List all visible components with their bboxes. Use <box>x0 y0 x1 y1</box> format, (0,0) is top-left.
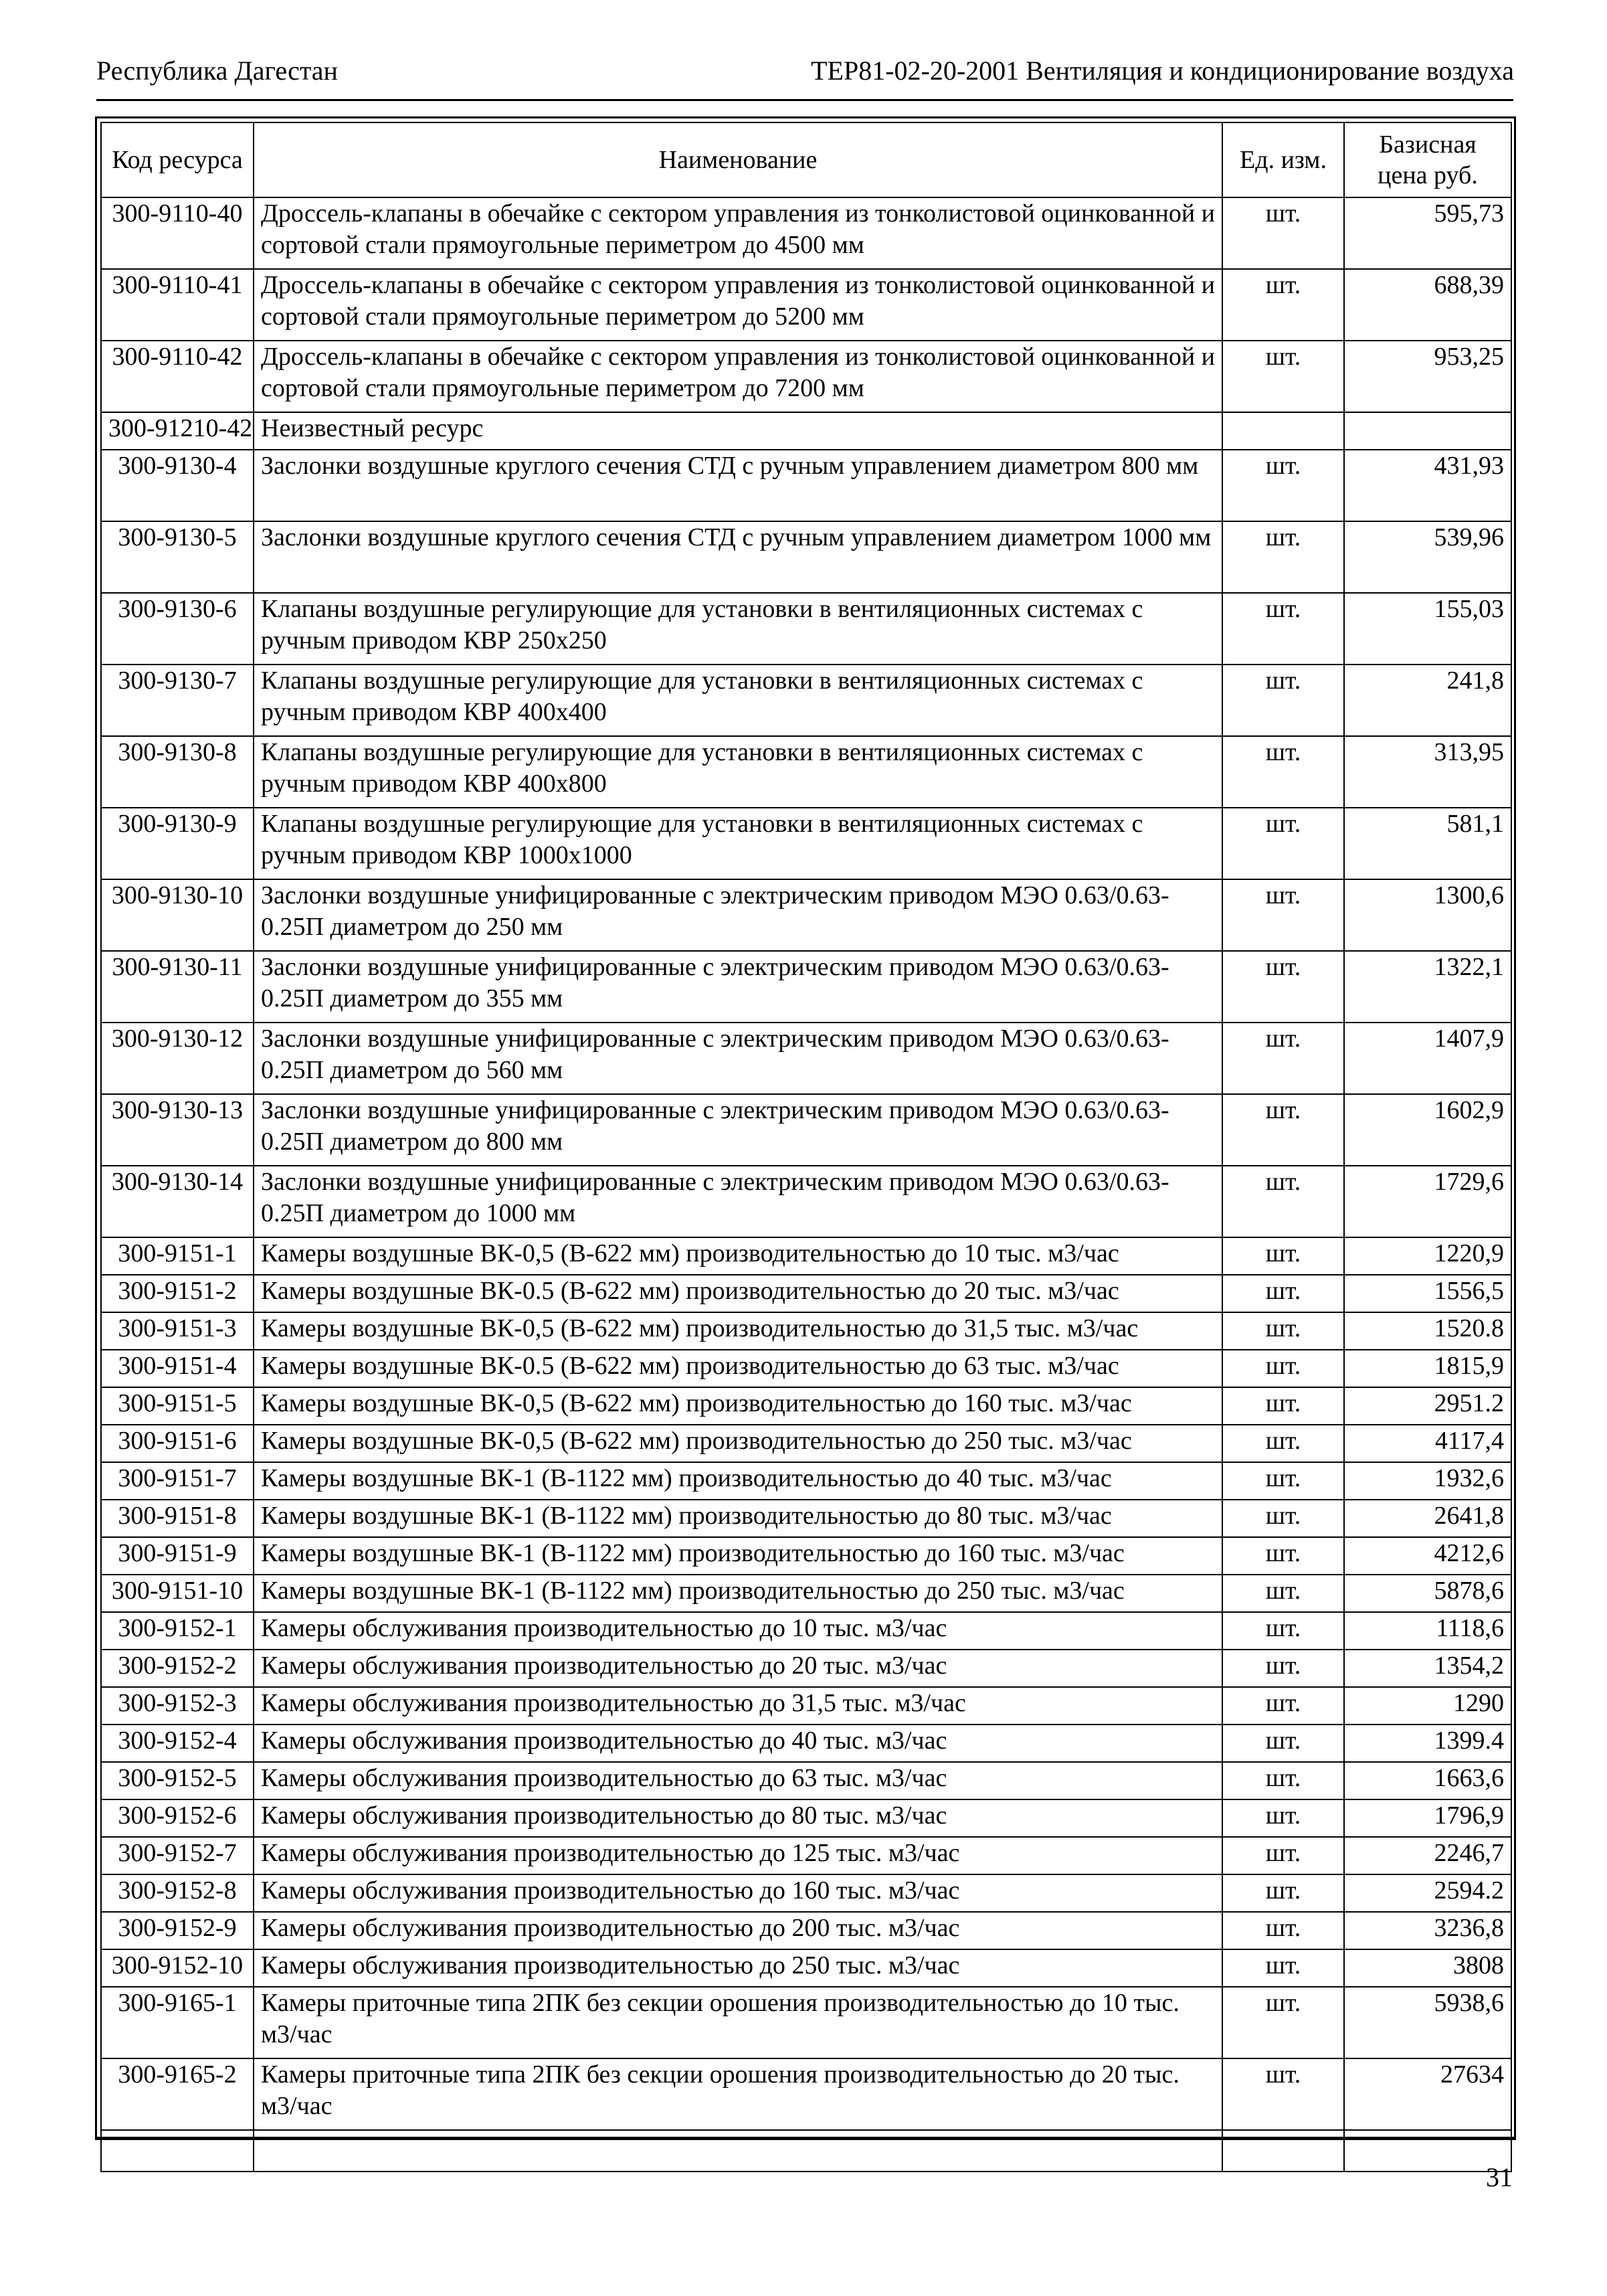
cell-name: Заслонки воздушные унифицированные с электрическим приводом МЭО 0.63/0.63-0.25П диаметром до 800 мм <box>254 1094 1222 1166</box>
cell-price: 1322,1 <box>1344 951 1511 1023</box>
cell-code: 300-9151-5 <box>101 1387 254 1425</box>
cell-unit: шт. <box>1222 1275 1344 1312</box>
cell-name: Клапаны воздушные регулирующие для установки в вентиляционных системах с ручным приводом КВР 250х250 <box>254 593 1222 665</box>
cell-unit: шт. <box>1222 1912 1344 1949</box>
cell-price: 27634 <box>1344 2058 1511 2130</box>
cell-name: Заслонки воздушные круглого сечения СТД с ручным управлением диаметром 1000 мм <box>254 521 1222 593</box>
cell-code: 300-9130-7 <box>101 665 254 736</box>
cell-name: Камеры обслуживания производительностью до 63 тыс. м3/час <box>254 1762 1222 1799</box>
table-row <box>101 736 1511 808</box>
column-header-name: Наименование <box>254 122 1222 197</box>
cell-code: 300-91210-42 <box>101 412 254 450</box>
cell-name: Заслонки воздушные унифицированные с электрическим приводом МЭО 0.63/0.63-0.25П диаметром до 355 мм <box>254 951 1222 1023</box>
table-row <box>101 341 1511 412</box>
cell-name: Дроссель-клапаны в обечайке с сектором управления из тонколистовой оцинкованной и сортовой стали прямоугольные периметром до 7200 мм <box>254 341 1222 412</box>
cell-name: Камеры воздушные ВК-1 (В-1122 мм) производительностью до 80 тыс. м3/час <box>254 1500 1222 1537</box>
cell-unit: шт. <box>1222 1762 1344 1799</box>
cell-price: 1290 <box>1344 1687 1511 1725</box>
cell-code: 300-9110-42 <box>101 341 254 412</box>
cell-price: 1602,9 <box>1344 1094 1511 1166</box>
table-row <box>101 521 1511 593</box>
cell-price: 241,8 <box>1344 665 1511 736</box>
cell-unit: шт. <box>1222 197 1344 269</box>
cell-name: Камеры обслуживания производительностью до 200 тыс. м3/час <box>254 1912 1222 1949</box>
cell-code: 300-9130-13 <box>101 1094 254 1166</box>
cell-price: 539,96 <box>1344 521 1511 593</box>
cell-name: Клапаны воздушные регулирующие для установки в вентиляционных системах с ручным приводом КВР 400х400 <box>254 665 1222 736</box>
table-row <box>101 197 1511 269</box>
cell-unit: шт. <box>1222 1462 1344 1500</box>
empty-cell <box>254 2130 1222 2172</box>
cell-price: 1407,9 <box>1344 1023 1511 1094</box>
table-row <box>101 1312 1511 1350</box>
cell-price: 1796,9 <box>1344 1799 1511 1837</box>
table-row <box>101 593 1511 665</box>
cell-code: 300-9130-9 <box>101 808 254 879</box>
cell-name: Камеры обслуживания производительностью до 250 тыс. м3/час <box>254 1949 1222 1987</box>
cell-unit: шт. <box>1222 1500 1344 1537</box>
cell-name: Дроссель-клапаны в обечайке с сектором управления из тонколистовой оцинкованной и сортовой стали прямоугольные периметром до 5200 мм <box>254 269 1222 341</box>
cell-price: 2246,7 <box>1344 1837 1511 1874</box>
cell-unit: шт. <box>1222 450 1344 521</box>
cell-code: 300-9110-41 <box>101 269 254 341</box>
cell-name: Камеры обслуживания производительностью до 10 тыс. м3/час <box>254 1612 1222 1650</box>
table-row <box>101 1799 1511 1837</box>
cell-price: 688,39 <box>1344 269 1511 341</box>
cell-unit: шт. <box>1222 1575 1344 1612</box>
table-row <box>101 450 1511 521</box>
table-row <box>101 1987 1511 2058</box>
cell-name: Камеры воздушные ВК-0.5 (В-622 мм) производительностью до 20 тыс. м3/час <box>254 1275 1222 1312</box>
cell-price: 1354,2 <box>1344 1650 1511 1687</box>
cell-price: 1932,6 <box>1344 1462 1511 1500</box>
cell-name: Камеры обслуживания производительностью до 20 тыс. м3/час <box>254 1650 1222 1687</box>
cell-price: 1300,6 <box>1344 879 1511 951</box>
table-row <box>101 1762 1511 1799</box>
cell-price: 3808 <box>1344 1949 1511 1987</box>
cell-name: Камеры обслуживания производительностью до 31,5 тыс. м3/час <box>254 1687 1222 1725</box>
cell-unit <box>1222 412 1344 450</box>
table-row <box>101 1500 1511 1537</box>
cell-price: 5878,6 <box>1344 1575 1511 1612</box>
cell-unit: шт. <box>1222 269 1344 341</box>
column-header-code: Код ресурса <box>101 122 254 197</box>
cell-price <box>1344 412 1511 450</box>
cell-code: 300-9152-9 <box>101 1912 254 1949</box>
header-region: Республика Дагестан <box>96 56 338 86</box>
cell-name: Камеры обслуживания производительностью до 40 тыс. м3/час <box>254 1725 1222 1762</box>
cell-price: 1729,6 <box>1344 1166 1511 1237</box>
table-row <box>101 1350 1511 1387</box>
cell-code: 300-9152-3 <box>101 1687 254 1725</box>
cell-price: 5938,6 <box>1344 1987 1511 2058</box>
cell-unit: шт. <box>1222 1612 1344 1650</box>
column-header-unit: Ед. изм. <box>1222 122 1344 197</box>
cell-unit: шт. <box>1222 665 1344 736</box>
cell-code: 300-9130-11 <box>101 951 254 1023</box>
cell-unit: шт. <box>1222 1949 1344 1987</box>
cell-name: Камеры воздушные ВК-1 (В-1122 мм) производительностью до 160 тыс. м3/час <box>254 1537 1222 1575</box>
table-row <box>101 1166 1511 1237</box>
cell-price: 581,1 <box>1344 808 1511 879</box>
cell-code: 300-9152-1 <box>101 1612 254 1650</box>
table-row <box>101 1094 1511 1166</box>
cell-unit: шт. <box>1222 808 1344 879</box>
cell-unit: шт. <box>1222 1987 1344 2058</box>
cell-name: Заслонки воздушные унифицированные с электрическим приводом МЭО 0.63/0.63-0.25П диаметром до 250 мм <box>254 879 1222 951</box>
cell-unit: шт. <box>1222 1725 1344 1762</box>
table-row <box>101 1237 1511 1275</box>
cell-code: 300-9130-10 <box>101 879 254 951</box>
cell-price: 1520.8 <box>1344 1312 1511 1350</box>
cell-name: Заслонки воздушные унифицированные с электрическим приводом МЭО 0.63/0.63-0.25П диаметром до 560 мм <box>254 1023 1222 1094</box>
cell-name: Камеры обслуживания производительностью до 80 тыс. м3/час <box>254 1799 1222 1837</box>
cell-price: 2951.2 <box>1344 1387 1511 1425</box>
cell-unit: шт. <box>1222 1425 1344 1462</box>
cell-price: 2641,8 <box>1344 1500 1511 1537</box>
cell-price: 2594.2 <box>1344 1874 1511 1912</box>
cell-name: Камеры воздушные ВК-0.5 (В-622 мм) производительностью до 63 тыс. м3/час <box>254 1350 1222 1387</box>
cell-unit: шт. <box>1222 736 1344 808</box>
cell-name: Неизвестный ресурс <box>254 412 1222 450</box>
table-row <box>101 1687 1511 1725</box>
cell-name: Камеры воздушные ВК-0,5 (В-622 мм) производительностью до 31,5 тыс. м3/час <box>254 1312 1222 1350</box>
cell-unit: шт. <box>1222 1874 1344 1912</box>
table-body <box>101 197 1511 2172</box>
cell-code: 300-9151-1 <box>101 1237 254 1275</box>
cell-code: 300-9151-4 <box>101 1350 254 1387</box>
table-row <box>101 1023 1511 1094</box>
cell-code: 300-9152-4 <box>101 1725 254 1762</box>
page-number: 31 <box>1486 2162 1513 2192</box>
table-row <box>101 951 1511 1023</box>
table-row <box>101 1949 1511 1987</box>
cell-name: Камеры воздушные ВК-0,5 (В-622 мм) производительностью до 250 тыс. м3/час <box>254 1425 1222 1462</box>
cell-price: 4117,4 <box>1344 1425 1511 1462</box>
cell-code: 300-9152-5 <box>101 1762 254 1799</box>
table-row <box>101 1575 1511 1612</box>
cell-price: 1118,6 <box>1344 1612 1511 1650</box>
cell-code: 300-9151-9 <box>101 1537 254 1575</box>
cell-code: 300-9110-40 <box>101 197 254 269</box>
cell-price: 1399.4 <box>1344 1725 1511 1762</box>
cell-unit: шт. <box>1222 521 1344 593</box>
cell-name: Камеры приточные типа 2ПК без секции орошения производительностью до 20 тыс. м3/час <box>254 2058 1222 2130</box>
cell-unit: шт. <box>1222 341 1344 412</box>
table-row <box>101 412 1511 450</box>
table-row <box>101 1387 1511 1425</box>
cell-name: Камеры воздушные ВК-1 (В-1122 мм) производительностью до 250 тыс. м3/час <box>254 1575 1222 1612</box>
cell-unit: шт. <box>1222 1350 1344 1387</box>
cell-price: 313,95 <box>1344 736 1511 808</box>
table-row <box>101 1537 1511 1575</box>
cell-name: Камеры воздушные ВК-1 (В-1122 мм) производительностью до 40 тыс. м3/час <box>254 1462 1222 1500</box>
header-rule <box>96 99 1513 101</box>
cell-unit: шт. <box>1222 951 1344 1023</box>
cell-code: 300-9151-8 <box>101 1500 254 1537</box>
cell-code: 300-9130-5 <box>101 521 254 593</box>
cell-code: 300-9152-8 <box>101 1874 254 1912</box>
cell-unit: шт. <box>1222 1687 1344 1725</box>
cell-unit: шт. <box>1222 879 1344 951</box>
empty-cell <box>1222 2130 1344 2172</box>
table-row <box>101 1275 1511 1312</box>
table-row <box>101 879 1511 951</box>
table-row <box>101 2058 1511 2130</box>
cell-price: 155,03 <box>1344 593 1511 665</box>
table-row <box>101 1837 1511 1874</box>
table-row <box>101 665 1511 736</box>
cell-code: 300-9130-8 <box>101 736 254 808</box>
table-row <box>101 808 1511 879</box>
cell-code: 300-9130-4 <box>101 450 254 521</box>
cell-code: 300-9151-3 <box>101 1312 254 1350</box>
cell-price: 1556,5 <box>1344 1275 1511 1312</box>
cell-name: Заслонки воздушные унифицированные с электрическим приводом МЭО 0.63/0.63-0.25П диаметром до 1000 мм <box>254 1166 1222 1237</box>
cell-name: Камеры воздушные ВК-0,5 (В-622 мм) производительностью до 10 тыс. м3/час <box>254 1237 1222 1275</box>
cell-price: 595,73 <box>1344 197 1511 269</box>
cell-code: 300-9130-12 <box>101 1023 254 1094</box>
cell-unit: шт. <box>1222 593 1344 665</box>
cell-unit: шт. <box>1222 1237 1344 1275</box>
cell-name: Заслонки воздушные круглого сечения СТД с ручным управлением диаметром 800 мм <box>254 450 1222 521</box>
table-header-row <box>101 122 1511 197</box>
cell-price: 1815,9 <box>1344 1350 1511 1387</box>
cell-name: Клапаны воздушные регулирующие для установки в вентиляционных системах с ручным приводом КВР 1000х1000 <box>254 808 1222 879</box>
cell-name: Камеры приточные типа 2ПК без секции орошения производительностью до 10 тыс. м3/час <box>254 1987 1222 2058</box>
cell-name: Камеры обслуживания производительностью до 125 тыс. м3/час <box>254 1837 1222 1874</box>
cell-code: 300-9165-1 <box>101 1987 254 2058</box>
empty-cell <box>101 2130 254 2172</box>
cell-name: Клапаны воздушные регулирующие для установки в вентиляционных системах с ручным приводом КВР 400х800 <box>254 736 1222 808</box>
table-row <box>101 1612 1511 1650</box>
cell-code: 300-9130-14 <box>101 1166 254 1237</box>
column-header-price: Базисная цена руб. <box>1344 122 1511 197</box>
cell-unit: шт. <box>1222 1094 1344 1166</box>
cell-price: 1663,6 <box>1344 1762 1511 1799</box>
cell-unit: шт. <box>1222 1650 1344 1687</box>
cell-price: 431,93 <box>1344 450 1511 521</box>
cell-unit: шт. <box>1222 1837 1344 1874</box>
cell-code: 300-9152-2 <box>101 1650 254 1687</box>
cell-unit: шт. <box>1222 1166 1344 1237</box>
cell-code: 300-9165-2 <box>101 2058 254 2130</box>
cell-unit: шт. <box>1222 1537 1344 1575</box>
cell-price: 4212,6 <box>1344 1537 1511 1575</box>
cell-price: 953,25 <box>1344 341 1511 412</box>
cell-code: 300-9151-10 <box>101 1575 254 1612</box>
table-row <box>101 1912 1511 1949</box>
table-row-empty <box>101 2130 1511 2172</box>
cell-code: 300-9151-6 <box>101 1425 254 1462</box>
header-document-title: ТЕР81-02-20-2001 Вентиляция и кондиционирование воздуха <box>811 56 1514 86</box>
cell-price: 3236,8 <box>1344 1912 1511 1949</box>
cell-price: 1220,9 <box>1344 1237 1511 1275</box>
cell-unit: шт. <box>1222 1023 1344 1094</box>
cell-name: Камеры воздушные ВК-0,5 (В-622 мм) производительностью до 160 тыс. м3/час <box>254 1387 1222 1425</box>
cell-code: 300-9151-2 <box>101 1275 254 1312</box>
table-row <box>101 269 1511 341</box>
cell-name: Камеры обслуживания производительностью до 160 тыс. м3/час <box>254 1874 1222 1912</box>
cell-unit: шт. <box>1222 1799 1344 1837</box>
cell-name: Дроссель-клапаны в обечайке с сектором управления из тонколистовой оцинкованной и сортовой стали прямоугольные периметром до 4500 мм <box>254 197 1222 269</box>
cell-unit: шт. <box>1222 1312 1344 1350</box>
cell-code: 300-9130-6 <box>101 593 254 665</box>
cell-code: 300-9151-7 <box>101 1462 254 1500</box>
table-row <box>101 1725 1511 1762</box>
cell-code: 300-9152-10 <box>101 1949 254 1987</box>
cell-unit: шт. <box>1222 1387 1344 1425</box>
resource-price-table <box>100 122 1512 2172</box>
table-row <box>101 1874 1511 1912</box>
cell-code: 300-9152-6 <box>101 1799 254 1837</box>
table-row <box>101 1650 1511 1687</box>
cell-unit: шт. <box>1222 2058 1344 2130</box>
table-row <box>101 1425 1511 1462</box>
table-row <box>101 1462 1511 1500</box>
cell-code: 300-9152-7 <box>101 1837 254 1874</box>
